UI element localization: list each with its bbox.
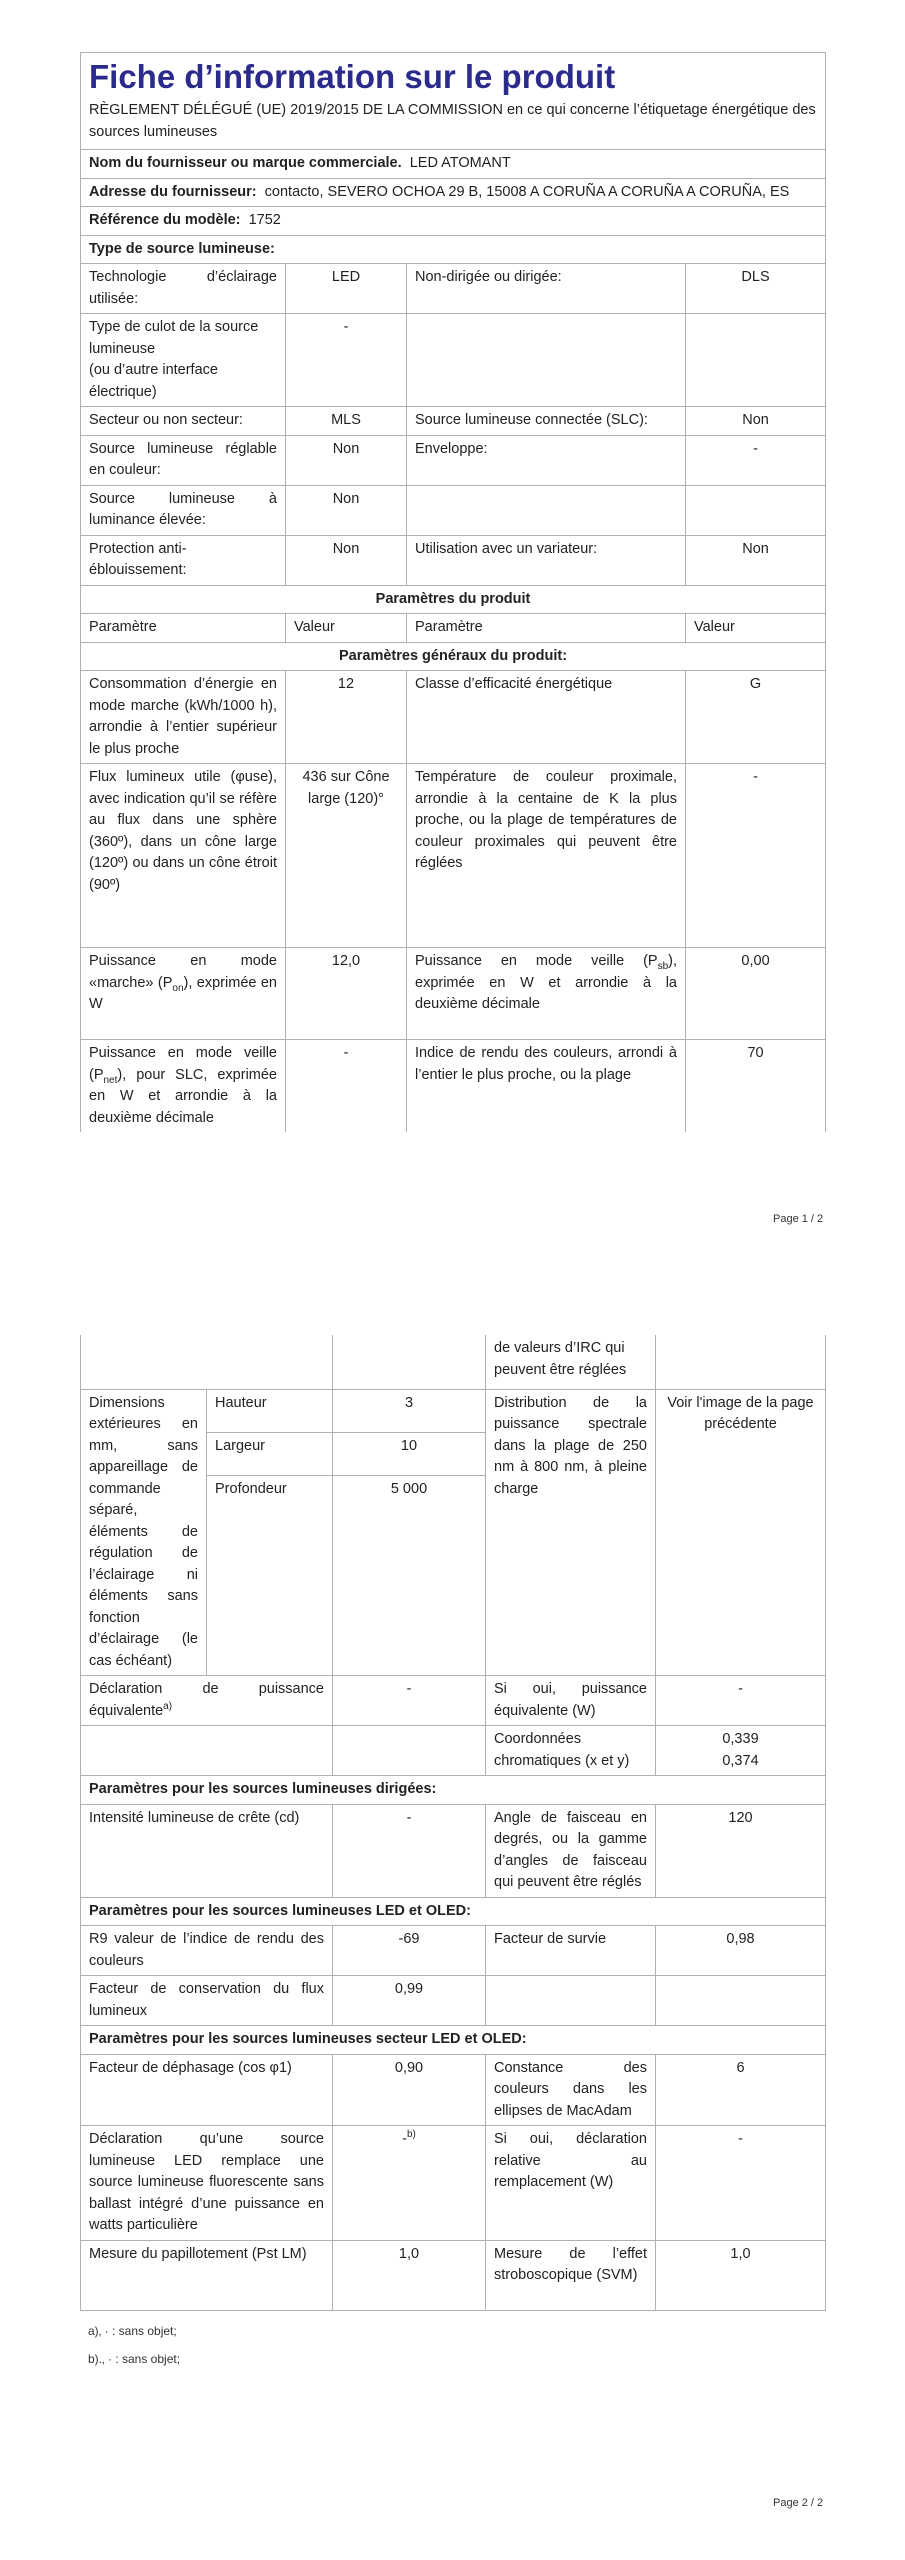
spd-label: Distribution de la puissance spectrale dans la plage de 250 nm à 800 nm, à pleine charge: [486, 1389, 656, 1676]
replacement-watt-value: -: [656, 2126, 826, 2241]
r9-label: R9 valeur de l’indice de rendu des couleurs: [81, 1926, 333, 1976]
cri-value: 70: [686, 1040, 826, 1133]
tech-value: LED: [286, 264, 407, 314]
energy-value: 12: [286, 671, 407, 764]
model-row: [81, 207, 826, 236]
page-1: [80, 52, 825, 1132]
power-on-label: [81, 948, 286, 1040]
cri-label: Indice de rendu des couleurs, arrondi à l’entier le plus proche, ou la plage: [407, 1040, 686, 1133]
source-type-heading: Type de source lumineuse:: [81, 235, 826, 264]
empty-cell: [686, 485, 826, 535]
svm-label: Mesure de l’effet stroboscopique (SVM): [486, 2240, 656, 2310]
energy-label: Consommation d’énergie en mode marche (kWh/1000 h), arrondie à l’entier supérieur le plus proche: [81, 671, 286, 764]
footnote-a: [88, 2322, 177, 2340]
width-label: Largeur: [207, 1432, 333, 1475]
equivalent-watt-value: -: [656, 1676, 826, 1726]
height-label: Hauteur: [207, 1389, 333, 1432]
high-luminance-value: Non: [286, 485, 407, 535]
survival-label: Facteur de survie: [486, 1926, 656, 1976]
address-value: contacto, SEVERO OCHOA 29 B, 15008 A CORUÑA A CORUÑA A CORUÑA, ES: [264, 183, 790, 200]
mains-label: Secteur ou non secteur:: [81, 407, 286, 436]
chromaticity-value: [656, 1726, 826, 1776]
net-standby-label: [81, 1040, 286, 1133]
cct-label: Température de couleur proximale, arrondie à la centaine de K la plus proche, ou la plage de températures de couleur proximales qui peuvent être réglées: [407, 764, 686, 948]
high-luminance-label: Source lumineuse à luminance élevée:: [81, 485, 286, 535]
product-info-table-page1: [80, 52, 826, 1132]
general-params-heading: Paramètres généraux du produit:: [81, 642, 826, 671]
page-2: [80, 1335, 825, 2311]
address-row: [81, 178, 826, 207]
supplier-value: LED ATOMANT: [409, 155, 511, 171]
footnote-a-mark: a): [88, 2324, 99, 2338]
standby-label: [407, 948, 686, 1040]
equivalent-watt-label: Si oui, puissance équivalente (W): [486, 1676, 656, 1726]
class-label: Classe d’efficacité énergétique: [407, 671, 686, 764]
empty-cell: [686, 314, 826, 407]
led-params-heading: Paramètres pour les sources lumineuses LED et OLED:: [81, 1897, 826, 1926]
power-factor-label: Facteur de déphasage (cos φ1): [81, 2054, 333, 2126]
empty-cell: [333, 1335, 486, 1389]
standby-value: 0,00: [686, 948, 826, 1040]
replacement-label: Déclaration qu’une source lumineuse LED remplace une source lumineuse fluorescente sans ballast intégré d’une puissance en watts particulière: [81, 2126, 333, 2241]
chromaticity-x: 0,339: [722, 1731, 759, 1747]
macadam-label: Constance des couleurs dans les ellipses de MacAdam: [486, 2054, 656, 2126]
cap-label-line2: (ou d’autre interface électrique): [89, 362, 218, 400]
cri-label-continued: de valeurs d’IRC qui peuvent être réglées: [486, 1335, 656, 1389]
anti-glare-label: Protection anti-éblouissement:: [81, 535, 286, 585]
page-title: Fiche d’information sur le produit: [81, 53, 826, 98]
chromaticity-y: 0,374: [722, 1752, 759, 1769]
dimmable-value: Non: [686, 535, 826, 585]
equivalent-power-label: [81, 1676, 333, 1726]
class-value: G: [686, 671, 826, 764]
regulation-subtitle: RÈGLEMENT DÉLÉGUÉ (UE) 2019/2015 DE LA COMMISSION en ce qui concerne l’étiquetage énergétique des sources lumineuses: [81, 97, 826, 150]
net-standby-subscript: net: [103, 1074, 118, 1086]
empty-cell: [333, 1726, 486, 1776]
directed-label: Non-dirigée ou dirigée:: [407, 264, 686, 314]
replacement-value: [333, 2126, 486, 2241]
empty-cell: [656, 1976, 826, 2026]
address-label: Adresse du fournisseur:: [89, 183, 257, 200]
product-params-heading: Paramètres du produit: [81, 585, 826, 614]
tech-label: Technologie d’éclairage utilisée:: [81, 264, 286, 314]
peak-intensity-value: -: [333, 1804, 486, 1897]
cap-label-line1: Type de culot de la source lumineuse: [89, 319, 259, 357]
dimensions-label: Dimensions extérieures en mm, sans appareillage de commande séparé, éléments de régulation de l’éclairage ni éléments sans fonction d’éclairage (le cas échéant): [81, 1389, 207, 1676]
footnote-ref-b: b): [406, 2129, 416, 2141]
height-value: 3: [333, 1389, 486, 1432]
col-header-param: Paramètre: [407, 614, 686, 643]
empty-cell: [407, 485, 686, 535]
model-label: Référence du modèle:: [89, 212, 241, 228]
model-value: 1752: [248, 212, 281, 228]
width-value: 10: [333, 1432, 486, 1475]
empty-cell: [81, 1335, 333, 1389]
footnote-a-text: ‚ · : sans objet;: [98, 2324, 177, 2338]
directed-params-heading: Paramètres pour les sources lumineuses dirigées:: [81, 1776, 826, 1805]
spd-value: Voir l'image de la page précédente: [656, 1389, 826, 1676]
chromaticity-label: Coordonnées chromatiques (x et y): [486, 1726, 656, 1776]
survival-value: 0,98: [656, 1926, 826, 1976]
anti-glare-value: Non: [286, 535, 407, 585]
footnote-b: [88, 2350, 180, 2368]
lumen-maintenance-value: 0,99: [333, 1976, 486, 2026]
envelope-label: Enveloppe:: [407, 435, 686, 485]
cct-value: -: [686, 764, 826, 948]
page-number-1: Page 1 / 2: [773, 1213, 824, 1225]
col-header-param: Paramètre: [81, 614, 286, 643]
power-on-label-text: ), exprimée en W: [89, 974, 277, 1012]
empty-cell: [407, 314, 686, 407]
depth-label: Profondeur: [207, 1476, 333, 1676]
peak-intensity-label: Intensité lumineuse de crête (cd): [81, 1804, 333, 1897]
net-standby-label-text: Puissance en mode veille (P: [89, 1045, 277, 1083]
replacement-watt-label: Si oui, déclaration relative au remplacement (W): [486, 2126, 656, 2241]
svm-value: 1,0: [656, 2240, 826, 2310]
dimmable-label: Utilisation avec un variateur:: [407, 535, 686, 585]
standby-subscript: sb: [657, 960, 669, 972]
footnote-b-text: .‚ · : sans objet;: [98, 2352, 181, 2366]
r9-value: -69: [333, 1926, 486, 1976]
footnote-ref-a: a): [163, 1700, 173, 1712]
flux-label: Flux lumineux utile (φuse), avec indication qu’il se réfère au flux dans une sphère (360º), dans un cône large (120º) ou dans un cône étroit (90º): [81, 764, 286, 948]
empty-cell: [486, 1976, 656, 2026]
replacement-value-text: -: [402, 2131, 407, 2147]
colour-tunable-value: Non: [286, 435, 407, 485]
standby-label-text: ), exprimée en W et arrondie à la deuxième décimale: [415, 953, 677, 1012]
empty-cell: [656, 1335, 826, 1389]
power-on-value: 12,0: [286, 948, 407, 1040]
flux-value: 436 sur Cône large (120)°: [286, 764, 407, 948]
col-header-value: Valeur: [686, 614, 826, 643]
flicker-label: Mesure du papillotement (Pst LM): [81, 2240, 333, 2310]
power-on-subscript: on: [172, 982, 184, 994]
cap-label: [81, 314, 286, 407]
slc-value: Non: [686, 407, 826, 436]
flicker-value: 1,0: [333, 2240, 486, 2310]
envelope-value: -: [686, 435, 826, 485]
beam-angle-value: 120: [656, 1804, 826, 1897]
slc-label: Source lumineuse connectée (SLC):: [407, 407, 686, 436]
power-factor-value: 0,90: [333, 2054, 486, 2126]
standby-label-text: Puissance en mode veille (P: [415, 953, 658, 969]
cap-value: -: [286, 314, 407, 407]
depth-value: 5 000: [333, 1476, 486, 1676]
equivalent-power-label-text: Déclaration de puissance équivalente: [89, 1681, 324, 1719]
product-info-table-page2: [80, 1335, 826, 2311]
page-number-2: Page 2 / 2: [773, 2497, 824, 2509]
supplier-row: [81, 150, 826, 179]
directed-value: DLS: [686, 264, 826, 314]
power-on-label-text: Puissance en mode «marche» (P: [89, 953, 277, 991]
colour-tunable-label: Source lumineuse réglable en couleur:: [81, 435, 286, 485]
mains-led-params-heading: Paramètres pour les sources lumineuses secteur LED et OLED:: [81, 2026, 826, 2055]
equivalent-power-value: -: [333, 1676, 486, 1726]
col-header-value: Valeur: [286, 614, 407, 643]
mains-value: MLS: [286, 407, 407, 436]
footnote-b-mark: b): [88, 2352, 99, 2366]
macadam-value: 6: [656, 2054, 826, 2126]
net-standby-label-text: ), pour SLC, exprimée en W et arrondie à la deuxième décimale: [89, 1066, 277, 1126]
net-standby-value: -: [286, 1040, 407, 1133]
lumen-maintenance-label: Facteur de conservation du flux lumineux: [81, 1976, 333, 2026]
empty-cell: [81, 1726, 333, 1776]
beam-angle-label: Angle de faisceau en degrés, ou la gamme d’angles de faisceau qui peuvent être réglés: [486, 1804, 656, 1897]
supplier-label: Nom du fournisseur ou marque commerciale.: [89, 155, 402, 171]
